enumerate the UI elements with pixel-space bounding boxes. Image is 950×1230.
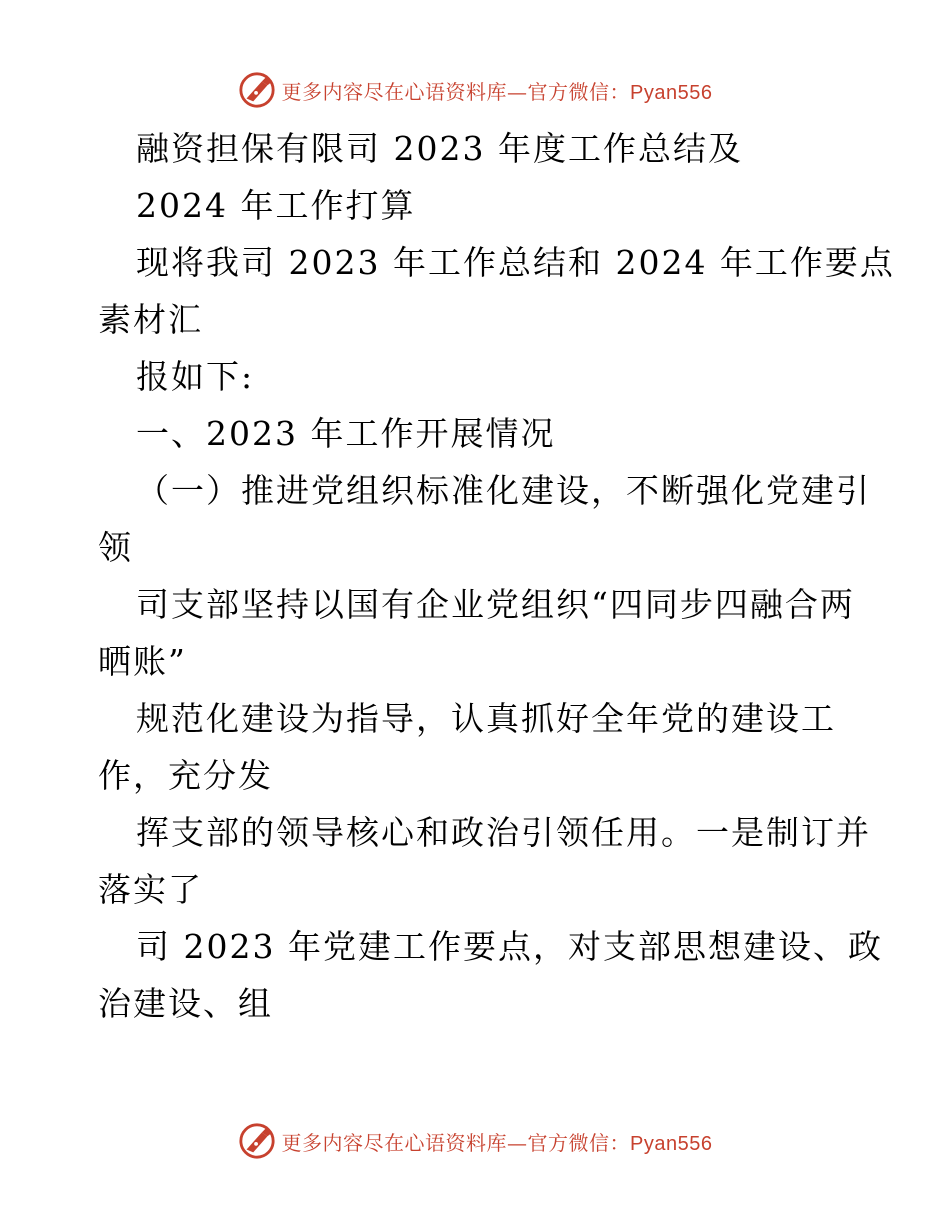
banner-text: 更多内容尽在心语资料库—官方微信：Pyan556: [281, 79, 713, 104]
subsection-heading: （一）推进党组织标准化建设，不断强化党建引 领: [98, 471, 871, 567]
paragraph-line: 2024 年工作打算: [136, 186, 416, 225]
paragraph-line: 司支部坚持以国有企业党组织“四同步四融合两 晒账”: [98, 585, 855, 681]
banner-text: 更多内容尽在心语资料库—官方微信：Pyan556: [281, 1130, 713, 1155]
paragraph-line: 融资担保有限司 2023 年度工作总结及: [136, 129, 743, 168]
pen-nib-logo-icon: [238, 71, 276, 109]
section-heading: 一、2023 年工作开展情况: [136, 414, 556, 453]
wechat-id: Pyan556: [630, 81, 713, 104]
paragraph-line: 司 2023 年党建工作要点，对支部思想建设、政 治建设、组: [98, 927, 883, 1023]
header-banner: [0, 70, 950, 110]
paragraph-line: 规范化建设为指导，认真抓好全年党的建设工 作，充分发: [98, 699, 836, 795]
document-body: [98, 120, 895, 1032]
paragraph-line: 挥支部的领导核心和政治引领任用。一是制订并 落实了: [98, 813, 871, 909]
paragraph-line: 现将我司 2023 年工作总结和 2024 年工作要点 素材汇: [98, 243, 895, 339]
wechat-id: Pyan556: [630, 1132, 713, 1155]
footer-banner: [0, 1121, 950, 1161]
pen-nib-logo-icon: [238, 1122, 276, 1160]
paragraph-line: 报如下:: [136, 357, 255, 396]
